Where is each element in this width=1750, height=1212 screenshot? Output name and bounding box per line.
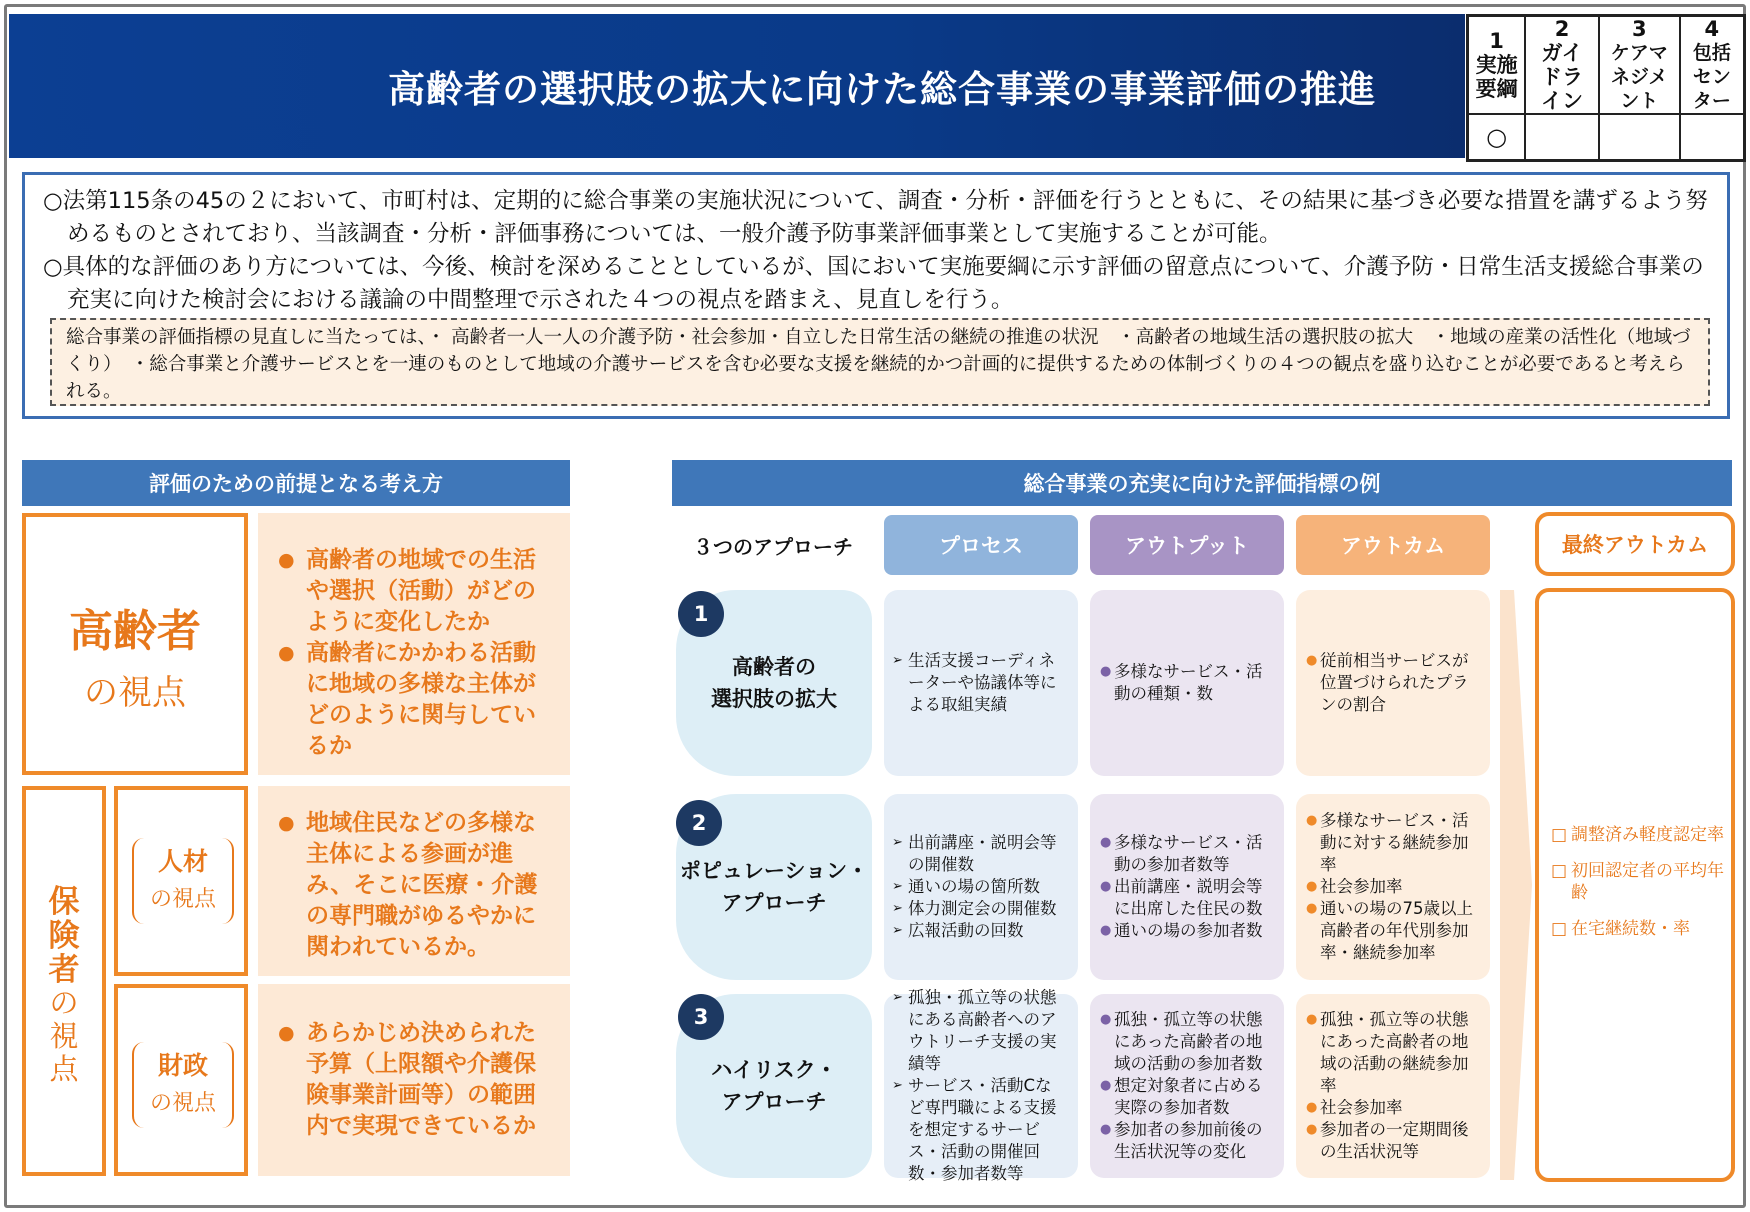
insurer-label-char: 険 — [48, 918, 80, 954]
status-mark-4 — [1680, 114, 1745, 161]
insurer-label-char: 点 — [49, 1052, 79, 1086]
final-outcome-item: □ 在宅継続数・率 — [1551, 918, 1727, 940]
col-header-outcome: アウトカム — [1296, 515, 1490, 575]
output-cell-2 — [1090, 794, 1284, 980]
process-item: ➢ 孤独・孤立等の状態にある高齢者へのアウトリーチ支援の実績等 — [894, 987, 1068, 1075]
summary-para-1: ○法第115条の45の２において、市町村は、定期的に総合事業の実施状況について、調査・分析・評価を行うとともに、その結果に基づき必要な措置を講ずるよう努めるものとされており、当該調査・分析・評価事務については、一般介護予防事業評価事業として実施することが可能。 — [43, 188, 1708, 247]
outcome-item: ● 参加者の一定期間後の生活状況等 — [1306, 1119, 1480, 1163]
outcome-cell-2 — [1296, 794, 1490, 980]
status-col-2: 2 ガイドライン — [1525, 16, 1599, 115]
fin-label-sub: の視点 — [149, 1091, 216, 1116]
process-item: ➢ 体力測定会の開催数 — [894, 898, 1068, 920]
col-header-process: プロセス — [884, 515, 1078, 575]
hr-label-main: 人材 — [157, 847, 208, 876]
process-cell-3 — [884, 988, 1078, 1183]
elderly-label-sub: の視点 — [84, 673, 186, 713]
approach-header: ３つのアプローチ — [693, 534, 853, 559]
fin-point: ● あらかじめ決められた予算（上限額や介護保険事業計画等）の範囲内で実現できているか — [278, 1018, 552, 1142]
elderly-point: ● 高齢者の地域での生活や選択（活動）がどのように変化したか — [278, 545, 552, 638]
outcome-cell-3 — [1296, 994, 1490, 1178]
approach-label: ポピュレーション・ — [679, 859, 869, 883]
hr-label-sub: の視点 — [149, 887, 216, 912]
outcome-item: ● 通いの場の75歳以上高齢者の年代別参加率・継続参加率 — [1306, 898, 1480, 964]
summary-note: 総合事業の評価指標の見直しに当たっては、・ 高齢者一人一人の介護予防・社会参加・自立した日常生活の継続の推進の状況 ・高齢者の地域生活の選択肢の拡大 ・地域の産業の活性化（地域づくり） ・総合事業と介護サービスとを一連のものとして地域の介護サービスを含む必要な支援を継続的かつ計画的に提供するための体制づくりの４つの観点を盛り込むことが必要であると考えられる。 — [50, 318, 1710, 406]
final-outcome-item: □ 初回認定者の平均年齢 — [1551, 860, 1727, 904]
status-mark-1: ○ — [1468, 114, 1526, 161]
outcome-item: ● 孤独・孤立等の状態にあった高齢者の地域の活動の継続参加率 — [1306, 1009, 1480, 1097]
process-item: ➢ 生活支援コーディネーターや協議体等による取組実績 — [894, 650, 1068, 716]
insurer-label-char: の — [49, 986, 79, 1020]
left-band: 評価のための前提となる考え方 — [22, 460, 570, 506]
output-item: ● 多様なサービス・活動の参加者数等 — [1100, 832, 1274, 876]
outcome-item: ● 多様なサービス・活動に対する継続参加率 — [1306, 810, 1480, 876]
status-col-4: 4 包括センター — [1680, 16, 1745, 115]
process-item: ➢ 通いの場の箇所数 — [894, 876, 1068, 898]
hr-point: ● 地域住民などの多様な主体による参画が進み、そこに医療・介護の専門職がゆるやかに関われているか。 — [278, 808, 552, 963]
insurer-label-char: 視 — [49, 1019, 79, 1053]
output-cell-1 — [1090, 590, 1284, 776]
elderly-label-main: 高齢者 — [69, 606, 201, 657]
hr-points — [258, 786, 570, 976]
row-number-1: 1 — [678, 591, 724, 637]
insurer-label-char: 保 — [48, 884, 80, 920]
elderly-point: ● 高齢者にかかわる活動に地域の多様な主体がどのように関与しているか — [278, 638, 552, 762]
outcome-item: ● 社会参加率 — [1306, 1097, 1480, 1119]
approach-label: アプローチ — [721, 1090, 827, 1114]
output-item: ● 想定対象者に占める実際の参加者数 — [1100, 1075, 1274, 1119]
status-mark-2 — [1525, 114, 1599, 161]
elderly-points — [258, 513, 570, 775]
process-cell-1 — [884, 590, 1078, 776]
insurer-label-box — [22, 786, 106, 1176]
arrow-icon — [1498, 590, 1534, 1180]
output-item: ● 孤独・孤立等の状態にあった高齢者の地域の活動の参加者数 — [1100, 1009, 1274, 1075]
process-item: ➢ 出前講座・説明会等の開催数 — [894, 832, 1068, 876]
fin-points — [258, 984, 570, 1176]
output-item: ● 出前講座・説明会等に出席した住民の数 — [1100, 876, 1274, 920]
status-col-1: 1 実施要綱 — [1468, 16, 1526, 115]
summary-para-2: ○具体的な評価のあり方については、今後、検討を深めることとしているが、国において実施要綱に示す評価の留意点について、介護予防・日常生活支援総合事業の充実に向けた検討会における議論の中間整理で示された４つの視点を踏まえ、見直しを行う。 — [43, 254, 1704, 313]
hr-label-box — [114, 786, 248, 976]
status-mark-3 — [1599, 114, 1680, 161]
approach-label: 選択肢の拡大 — [711, 687, 837, 711]
process-item: ➢ 広報活動の回数 — [894, 920, 1068, 942]
row-number-2: 2 — [676, 800, 722, 846]
output-cell-3 — [1090, 994, 1284, 1178]
output-item: ● 多様なサービス・活動の種類・数 — [1100, 661, 1274, 705]
outcome-cell-1 — [1296, 590, 1490, 776]
outcome-item: ● 社会参加率 — [1306, 876, 1480, 898]
outcome-item: ● 従前相当サービスが位置づけられたプランの割合 — [1306, 650, 1480, 716]
final-outcome-item: □ 調整済み軽度認定率 — [1551, 824, 1727, 846]
fin-label-box — [114, 984, 248, 1176]
output-item: ● 通いの場の参加者数 — [1100, 920, 1274, 942]
col-header-output: アウトプット — [1090, 515, 1284, 575]
process-cell-2 — [884, 794, 1078, 980]
col-header-final: 最終アウトカム — [1535, 512, 1735, 576]
process-item: ➢ サービス・活動Cなど専門職による支援を想定するサービス・活動の開催回数・参加者数等 — [894, 1075, 1068, 1185]
final-outcome-box — [1535, 588, 1735, 1182]
status-col-3: 3 ケアマネジメント — [1599, 16, 1680, 115]
output-item: ● 参加者の参加前後の生活状況等の変化 — [1100, 1119, 1274, 1163]
page-title: 高齢者の選択肢の拡大に向けた総合事業の事業評価の推進 — [388, 68, 1376, 111]
fin-label-main: 財政 — [157, 1051, 208, 1080]
row-number-3: 3 — [678, 994, 724, 1040]
right-band: 総合事業の充実に向けた評価指標の例 — [672, 460, 1732, 506]
status-table — [1466, 14, 1746, 162]
insurer-label-char: 者 — [48, 952, 80, 988]
header-bar — [9, 14, 1465, 158]
approach-label: アプローチ — [721, 891, 827, 915]
approach-label: ハイリスク・ — [711, 1058, 837, 1082]
elderly-label-box — [22, 513, 248, 775]
approach-label: 高齢者の — [732, 655, 816, 679]
